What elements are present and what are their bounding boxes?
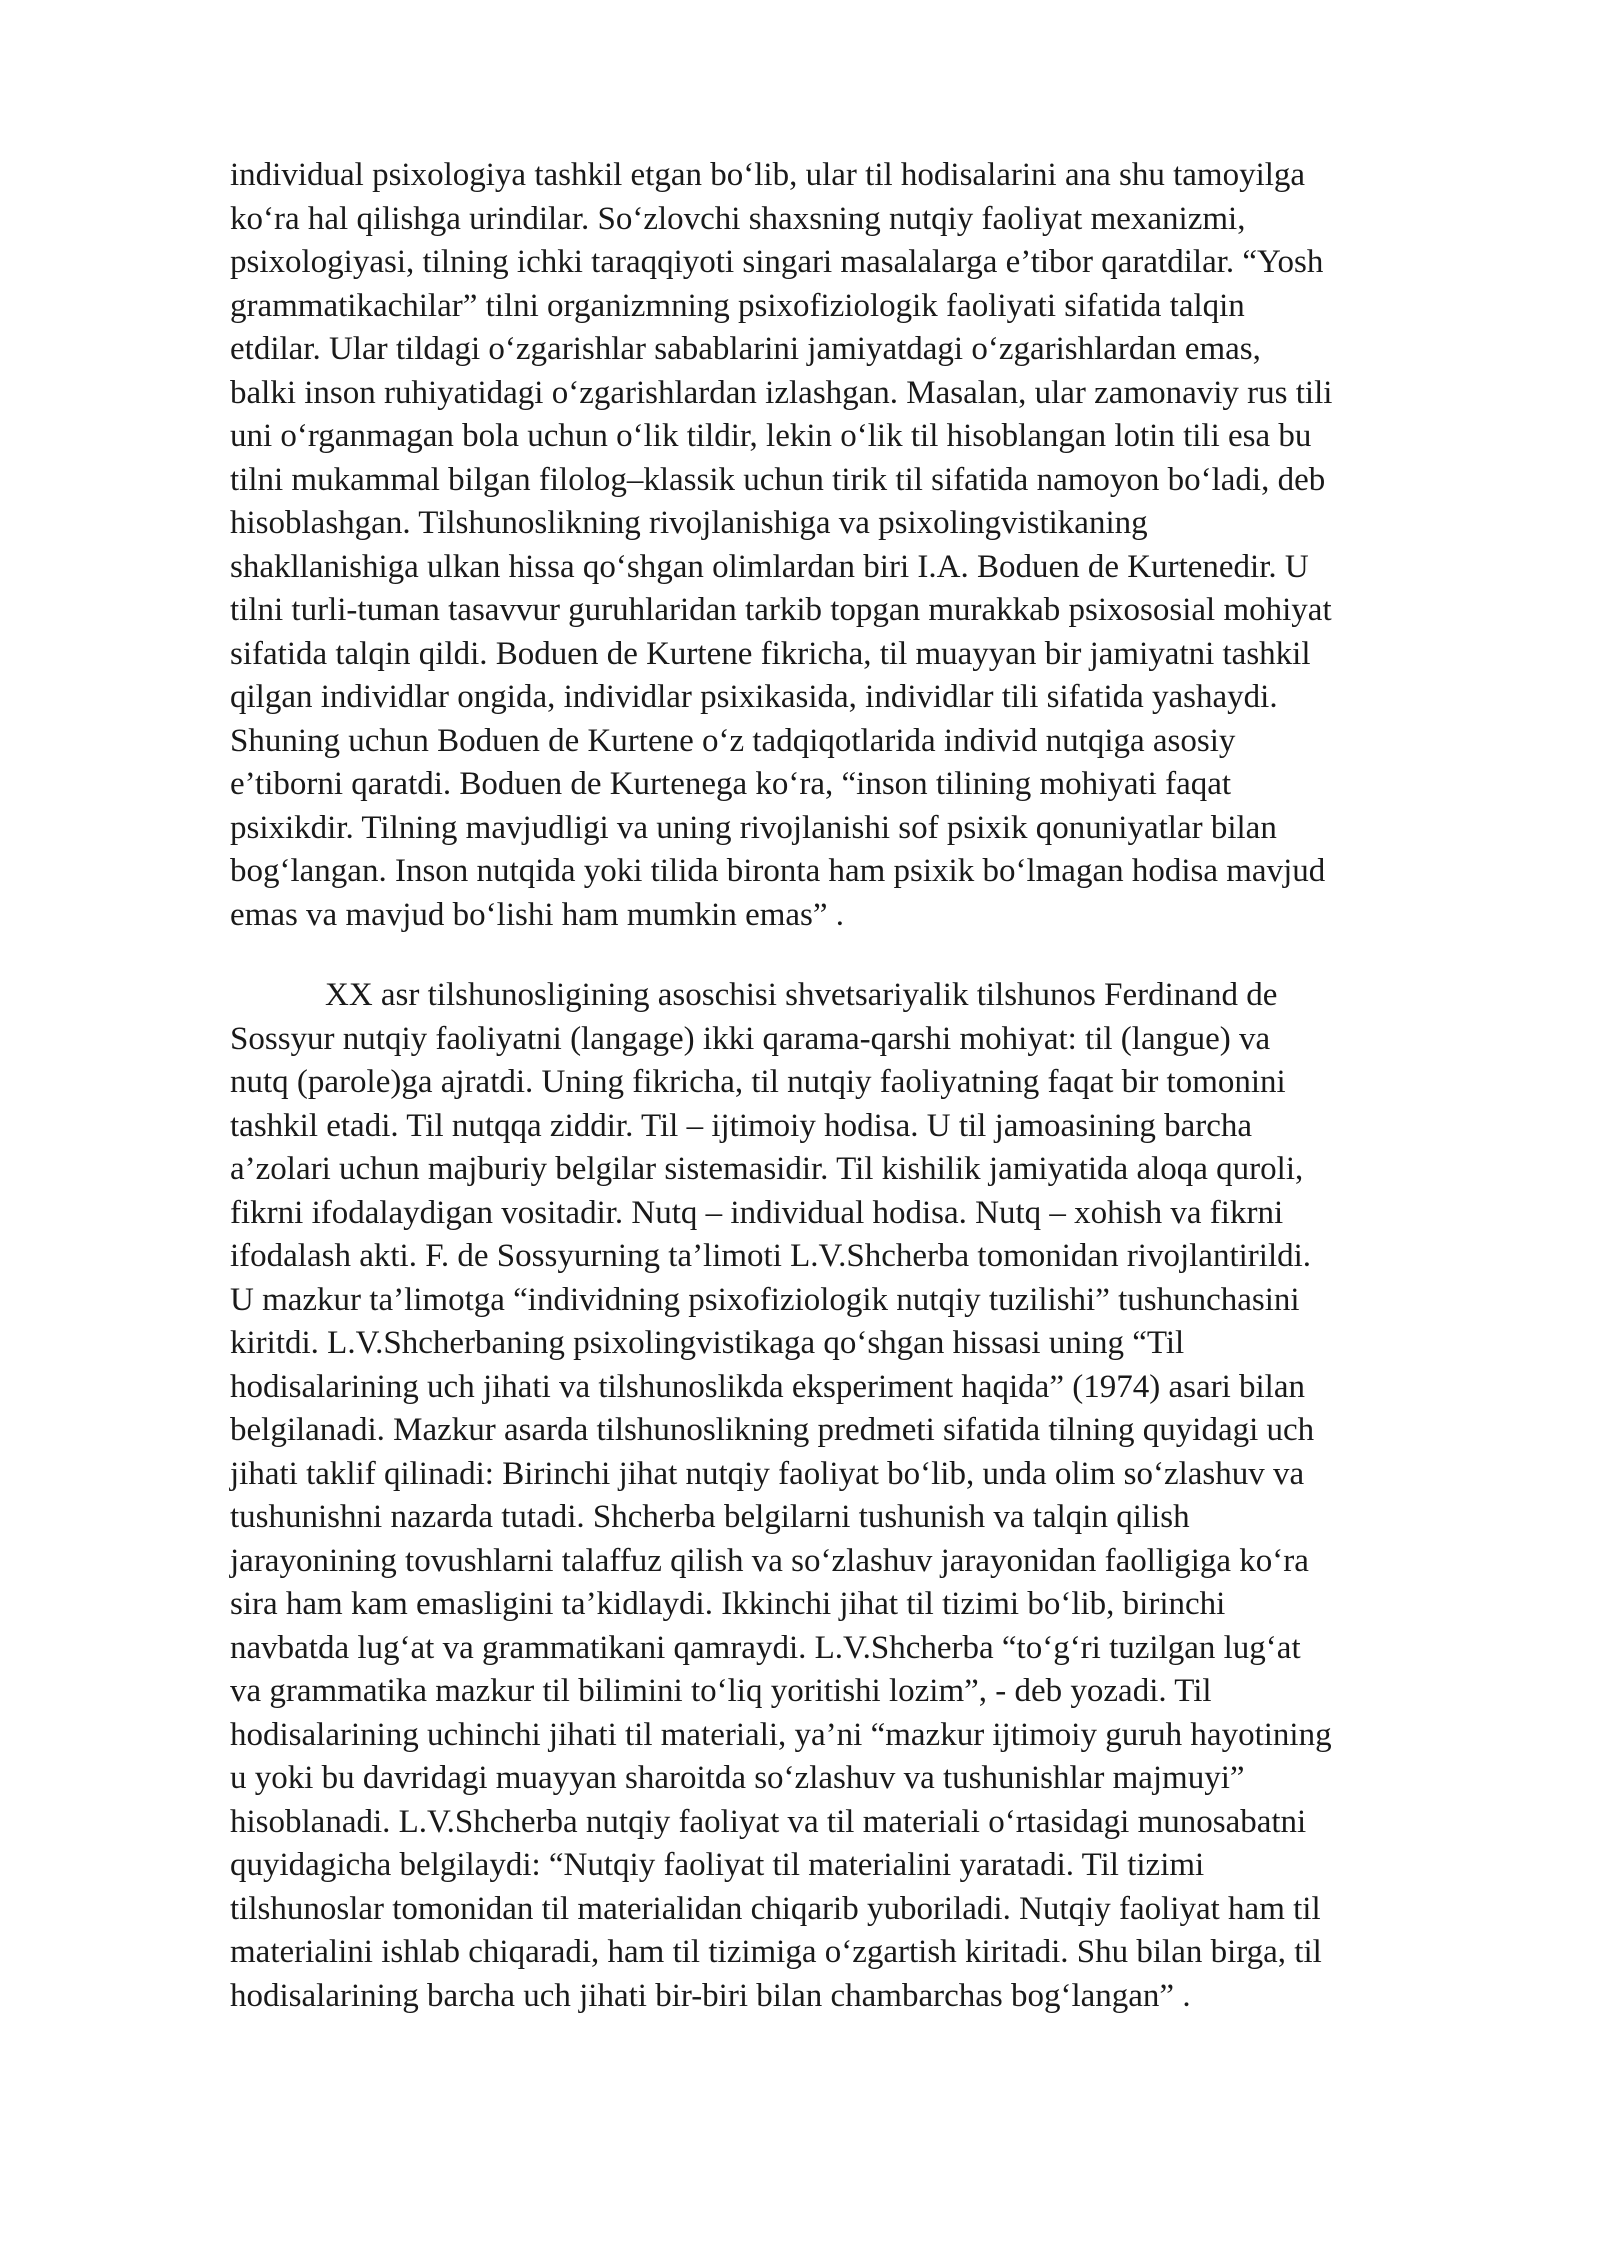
paragraph-1 (230, 154, 1490, 937)
text-line: Sossyur nutqiy faoliyatni (langage) ikki qarama-qarshi mohiyat: til (langue) va (230, 1020, 1271, 1057)
text-line: quyidagicha belgilaydi: “Nutqiy faoliyat til materialini yaratadi. Til tizimi (230, 1847, 1205, 1883)
text-line: shakllanishiga ulkan hissa qo‘shgan olimlardan biri I.A. Boduen de Kurtenedir. U (230, 548, 1309, 585)
text-line: jihati taklif qilinadi: Birinchi jihat nutqiy faoliyat bo‘lib, unda olim so‘zlashuv va (230, 1455, 1305, 1492)
text-line: balki inson ruhiyatidagi o‘zgarishlardan izlashgan. Masalan, ular zamonaviy rus tili (230, 374, 1333, 411)
text-line: tilni turli-tuman tasavvur guruhlaridan tarkib topgan murakkab psixososial mohiyat (230, 592, 1332, 628)
text-line: uni o‘rganmagan bola uchun o‘lik tildir, lekin o‘lik til hisoblangan lotin tili esa bu (230, 418, 1312, 454)
text-line: XX asr tilshunosligining asoschisi shvetsariyalik tilshunos Ferdinand de (325, 977, 1278, 1013)
text-line: Shuning uchun Boduen de Kurtene o‘z tadqiqotlarida individ nutqiga asosiy (230, 722, 1236, 759)
text-line: emas va mavjud bo‘lishi ham mumkin emas” . (230, 896, 845, 933)
text-line: sifatida talqin qildi. Boduen de Kurtene fikricha, til muayyan bir jamiyatni tashkil (230, 635, 1311, 672)
text-line: u yoki bu davridagi muayyan sharoitda so‘zlashuv va tushunishlar majmuyi” (230, 1760, 1245, 1796)
text-line: ifodalash akti. F. de Sossyurning ta’limoti L.V.Shcherba tomonidan rivojlantirildi. (230, 1238, 1312, 1274)
text-line: individual psixologiya tashkil etgan bo‘lib, ular til hodisalarini ana shu tamoyilga (230, 157, 1306, 193)
text-line: tilni mukammal bilgan filolog–klassik uchun tirik til sifatida namoyon bo‘ladi, deb (230, 461, 1326, 498)
text-line: a’zolari uchun majburiy belgilar sistemasidir. Til kishilik jamiyatida aloqa quroli, (230, 1151, 1304, 1187)
text-line: hisoblashgan. Tilshunoslikning rivojlanishiga va psixolingvistikaning (230, 505, 1148, 541)
text-line: hisoblanadi. L.V.Shcherba nutqiy faoliyat va til materiali o‘rtasidagi munosabatni (230, 1803, 1307, 1840)
text-line: U mazkur ta’limotga “individning psixofiziologik nutqiy tuzilishi” tushunchasini (230, 1281, 1300, 1318)
text-line: nutq (parole)ga ajratdi. Uning fikricha, til nutqiy faoliyatning faqat bir tomonini (230, 1064, 1286, 1100)
text-line: tilshunoslar tomonidan til materialidan chiqarib yuboriladi. Nutqiy faoliyat ham til (230, 1890, 1321, 1927)
text-line: grammatikachilar” tilni organizmning psixofiziologik faoliyati sifatida talqin (230, 287, 1245, 324)
text-line: belgilanadi. Mazkur asarda tilshunoslikning predmeti sifatida tilning quyidagi uch (230, 1412, 1315, 1448)
text-line: e’tiborni qaratdi. Boduen de Kurtenega ko‘ra, “inson tilining mohiyati faqat (230, 766, 1232, 802)
text-line: tashkil etadi. Til nutqqa ziddir. Til – ijtimoiy hodisa. U til jamoasining barcha (230, 1107, 1253, 1144)
text-line: materialini ishlab chiqaradi, ham til tizimiga o‘zgartish kiritadi. Shu bilan birga, til (230, 1934, 1322, 1970)
text-line: tushunishni nazarda tutadi. Shcherba belgilarni tushunish va talqin qilish (230, 1499, 1190, 1535)
text-line: ko‘ra hal qilishga urindilar. So‘zlovchi shaxsning nutqiy faoliyat mexanizmi, (230, 200, 1246, 237)
text-line: qilgan individlar ongida, individlar psixikasida, individlar tili sifatida yashaydi. (230, 679, 1278, 715)
paragraph-2 (230, 974, 1490, 2018)
text-line: psixologiyasi, tilning ichki taraqqiyoti singari masalalarga e’tibor qaratdilar. “Yosh (230, 244, 1324, 280)
text-line: hodisalarining uch jihati va tilshunoslikda eksperiment haqida” (1974) asari bilan (230, 1368, 1305, 1405)
text-line: navbatda lug‘at va grammatikani qamraydi. L.V.Shcherba “to‘g‘ri tuzilgan lug‘at (230, 1629, 1301, 1666)
text-line: fikrni ifodalaydigan vositadir. Nutq – individual hodisa. Nutq – xohish va fikrni (230, 1194, 1284, 1231)
text-line: sira ham kam emasligini ta’kidlaydi. Ikkinchi jihat til tizimi bo‘lib, birinchi (230, 1586, 1226, 1622)
text-line: hodisalarining uchinchi jihati til materiali, ya’ni “mazkur ijtimoiy guruh hayotining (230, 1716, 1332, 1753)
text-line: bog‘langan. Inson nutqida yoki tilida bironta ham psixik bo‘lmagan hodisa mavjud (230, 853, 1326, 889)
text-line: kiritdi. L.V.Shcherbaning psixolingvistikaga qo‘shgan hissasi uning “Til (230, 1325, 1185, 1361)
text-line: va grammatika mazkur til bilimini to‘liq yoritishi lozim”, - deb yozadi. Til (230, 1673, 1212, 1709)
text-line: psixikdir. Tilning mavjudligi va uning rivojlanishi sof psixik qonuniyatlar bilan (230, 809, 1277, 846)
text-line: hodisalarining barcha uch jihati bir-biri bilan chambarchas bog‘langan” . (230, 1977, 1191, 2014)
text-line: etdilar. Ular tildagi o‘zgarishlar sabablarini jamiyatdagi o‘zgarishlardan emas, (230, 331, 1261, 367)
text-line: jarayonining tovushlarni talaffuz qilish va so‘zlashuv jarayonidan faolligiga ko‘ra (230, 1542, 1309, 1579)
